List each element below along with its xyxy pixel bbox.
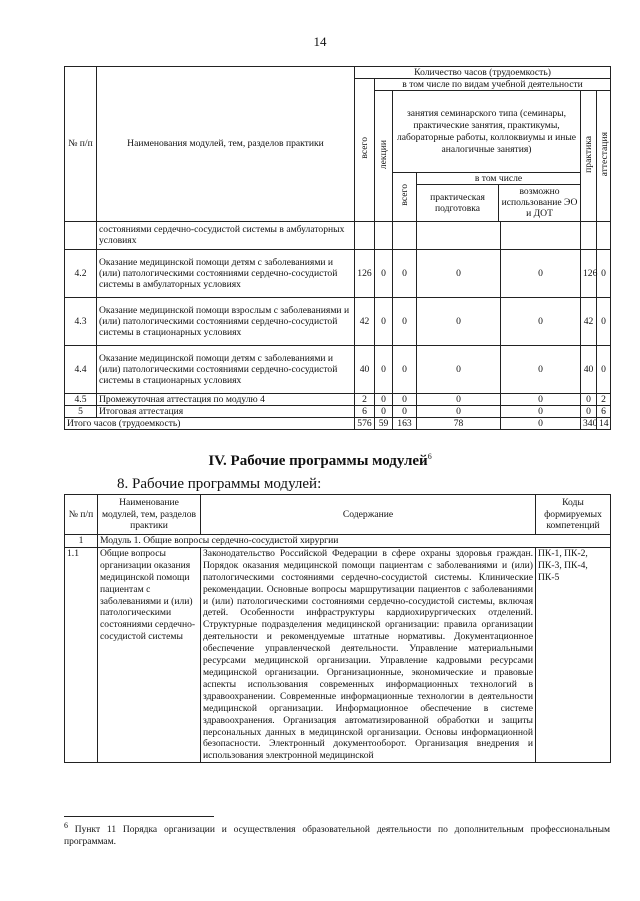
- table-row: 4.3 Оказание медицинской помощи взрослым с заболеваниями и (или) патологическими состояниями сердечно-сосудистой системы в стационарных условиях 42 0 0 0 0 42 0: [65, 297, 611, 345]
- header-total-cell: [355, 79, 375, 222]
- header-num: № п/п: [65, 67, 97, 222]
- header-total: всего: [359, 137, 370, 160]
- header-lectures-cell: [375, 91, 393, 222]
- footnote-text: Пункт 11 Порядка организации и осуществления образовательной деятельности по дополнительным профессиональным программам.: [64, 825, 610, 848]
- final-attestation-row: 5 Итоговая аттестация 6 0 0 0 0 0 6: [65, 405, 611, 417]
- header-practice-cell: [581, 91, 597, 222]
- t2-header-content: Содержание: [201, 495, 536, 535]
- header-sem-total-cell: [393, 173, 417, 222]
- header-name: Наименования модулей, тем, разделов практики: [97, 67, 355, 222]
- header-lectures: лекции: [378, 139, 389, 169]
- footnote: [64, 820, 610, 848]
- hours-table: [64, 66, 611, 430]
- page-number: 14: [313, 34, 327, 49]
- total-hours-row: Итого часов (трудоемкость) 576 59 163 78 0 340 14: [65, 417, 611, 429]
- header-attestation-cell: [597, 91, 611, 222]
- header-sem-total: всего: [399, 184, 410, 207]
- footnote-divider: [64, 816, 214, 817]
- header-by-type: в том числе по видам учебной деятельности: [375, 79, 611, 91]
- table-row: 4.5 Промежуточная аттестация по модулю 4 2 0 0 0 0 0 2: [65, 393, 611, 405]
- header-practical-prep: практическая подготовка: [417, 185, 499, 221]
- header-hours: Количество часов (трудоемкость): [355, 67, 611, 79]
- subtitle: 8. Рабочие программы модулей:: [117, 476, 322, 492]
- t2-header-codes: Коды формируемых компетенций: [536, 495, 611, 535]
- table-row: состояниями сердечно-сосудистой системы в амбулаторных условиях: [65, 221, 611, 249]
- table-row: 4.2 Оказание медицинской помощи детям с заболеваниями и (или) патологическими состояниями сердечно-сосудистой системы в амбулаторных условиях 126 0 0 0 0 126 0: [65, 249, 611, 297]
- section-title: [0, 452, 640, 470]
- table-row: 4.4 Оказание медицинской помощи детям с заболеваниями и (или) патологическими состояниями сердечно-сосудистой системы в стационарных условиях 40 0 0 0 0 40 0: [65, 345, 611, 393]
- modules-program-table: [64, 494, 611, 763]
- footnote-ref: 6: [427, 452, 432, 461]
- t2-header-name: Наименование модулей, тем, разделов практики: [98, 495, 201, 535]
- module-row: 1 Модуль 1. Общие вопросы сердечно-сосудистой хирургии: [65, 535, 611, 548]
- header-sem-subtable: [417, 173, 580, 221]
- t2-header-num: № п/п: [65, 495, 98, 535]
- header-practice: практика: [583, 135, 594, 173]
- header-attestation: аттестация: [599, 132, 610, 177]
- header-eo-dot: возможно использование ЭО и ДОТ: [501, 186, 578, 220]
- header-sem-sub: [417, 173, 581, 222]
- header-seminars: занятия семинарского типа (семинары, практические занятия, практикумы, лабораторные работы, коллоквиумы и иные аналогичные занятия): [393, 91, 581, 173]
- header-sem-incl: в том числе: [417, 173, 580, 185]
- footnote-marker: 6: [64, 821, 68, 830]
- section-title-text: IV. Рабочие программы модулей: [208, 453, 428, 469]
- table-row: 1.1 Общие вопросы организации оказания медицинской помощи пациентам с заболеваниями и (или) патологическими состояниями сердечно-сосудистой системы Законодательство Российской Федерации в сфере охраны здоровья граждан. Порядок оказания медицинской помощи пациентам с заболеваниями и (или) патологическими состояниями сердечно-сосудистой системы. Клинические рекомендации. Основные вопросы маршрутизации пациентов с заболеваниями и (или) патологическими состояниями сердечно-сосудистой системы, включая детей. Особенности инфраструктуры кардиохирургических отделений. Структурные подразделения медицинской организации: правила организации деятельности и рекомендуемые штатные нормативы. Документационное обеспечение управленческой деятельности. Управление материальными ресурсами медицинской организации. Управление кадровыми ресурсами медицинской организации. Организационные, экономические и правовые аспекты использования современных информационных технологий в здравоохранении. Современные информационные технологии в деятельности медицинской организации. Информационное обеспечение в системе здравоохранения. Организация автоматизированной обработки и защиты персональных данных в медицинской организации. Основы информационной безопасности. Электронный документооборот. Организация внедрения и использования электронной медицинской ПК-1, ПК-2, ПК-3, ПК-4, ПК-5: [65, 547, 611, 762]
